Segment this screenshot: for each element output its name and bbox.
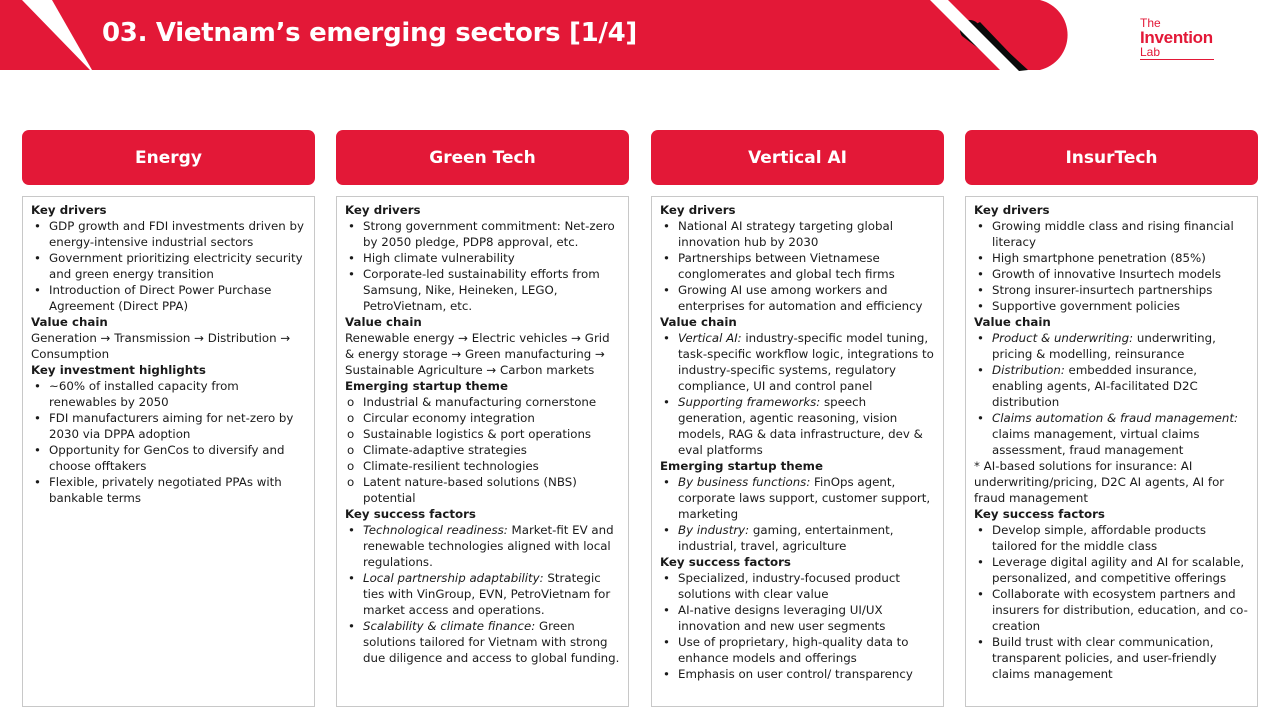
bullet-list — [660, 218, 937, 314]
section-heading: Key drivers — [345, 203, 421, 217]
item-text: claims management, virtual claims assessment, fraud management — [992, 427, 1200, 457]
footnote-text: * AI-based solutions for insurance: AI underwriting/pricing, D2C AI agents, AI for fraud management — [974, 459, 1225, 505]
list-item — [660, 522, 937, 554]
section-heading: Key drivers — [974, 203, 1050, 217]
column-body-insurtech — [965, 196, 1258, 707]
list-item: • ~60% of installed capacity from renewables by 2050 — [31, 378, 308, 410]
list-item: • Develop simple, affordable products tailored for the middle class — [974, 522, 1251, 554]
list-item — [974, 410, 1251, 458]
list-item: • Leverage digital agility and AI for scalable, personalized, and competitive offerings — [974, 554, 1251, 586]
list-item: • Partnerships between Vietnamese conglomerates and global tech firms — [660, 250, 937, 282]
item-text: underwriting, pricing & modelling, reinsurance — [992, 331, 1216, 361]
list-item — [660, 474, 937, 522]
bullet-list — [345, 522, 622, 666]
column-body-energy — [22, 196, 315, 707]
section-heading: Key success factors — [974, 507, 1105, 521]
list-item: • Opportunity for GenCos to diversify and choose offtakers — [31, 442, 308, 474]
bullet-list — [660, 330, 937, 458]
column-header-vertical-ai: Vertical AI — [651, 130, 944, 185]
invention-lab-logo — [1140, 17, 1220, 59]
list-item: • Emphasis on user control/ transparency — [660, 666, 937, 682]
list-item: • Use of proprietary, high-quality data to enhance models and offerings — [660, 634, 937, 666]
column-body-vertical-ai — [651, 196, 944, 707]
list-item: • Growing AI use among workers and enterprises for automation and efficiency — [660, 282, 937, 314]
list-item — [660, 394, 937, 458]
item-lead: Product & underwriting: — [992, 331, 1134, 345]
bullet-list — [31, 378, 308, 506]
slide-title: 03. Vietnam’s emerging sectors [1/4] — [102, 18, 637, 48]
item-lead: Supporting frameworks: — [678, 395, 821, 409]
section-heading: Key drivers — [660, 203, 736, 217]
list-item — [974, 362, 1251, 410]
list-item: o Climate-resilient technologies — [345, 458, 622, 474]
item-text: industry-specific model tuning, task-specific workflow logic, integrations to industry-specific systems, regulatory compliance, UI and control panel — [678, 331, 934, 393]
section-heading: Emerging startup theme — [345, 379, 508, 393]
list-item: • Specialized, industry-focused product solutions with clear value — [660, 570, 937, 602]
item-text: Market-fit EV and renewable technologies aligned with local regulations. — [363, 523, 614, 569]
item-lead: By industry: — [678, 523, 750, 537]
list-item: o Climate-adaptive strategies — [345, 442, 622, 458]
item-text: FinOps agent, corporate laws support, customer support, marketing — [678, 475, 931, 521]
item-lead: Local partnership adaptability: — [363, 571, 544, 585]
logo-line-invention: Invention — [1140, 28, 1213, 47]
list-item: • Collaborate with ecosystem partners and insurers for distribution, education, and co-creation — [974, 586, 1251, 634]
list-item: • High smartphone penetration (85%) — [974, 250, 1251, 266]
section-heading: Key success factors — [660, 555, 791, 569]
list-item: • Flexible, privately negotiated PPAs with bankable terms — [31, 474, 308, 506]
column-header-energy: Energy — [22, 130, 315, 185]
list-item: • GDP growth and FDI investments driven by energy-intensive industrial sectors — [31, 218, 308, 250]
item-text: speech generation, agentic reasoning, vision models, RAG & data infrastructure, dev & eval platforms — [678, 395, 923, 457]
list-item: • FDI manufacturers aiming for net-zero by 2030 via DPPA adoption — [31, 410, 308, 442]
bullet-list — [974, 330, 1251, 458]
bullet-list — [660, 570, 937, 682]
list-item: • National AI strategy targeting global innovation hub by 2030 — [660, 218, 937, 250]
bullet-list — [345, 218, 622, 314]
section-heading: Value chain — [974, 315, 1051, 329]
list-item: • Strong insurer-insurtech partnerships — [974, 282, 1251, 298]
list-item — [345, 522, 622, 570]
list-item: • Build trust with clear communication, transparent policies, and user-friendly claims management — [974, 634, 1251, 682]
bullet-list — [660, 474, 937, 554]
bullet-list — [974, 218, 1251, 314]
list-item: • Growing middle class and rising financial literacy — [974, 218, 1251, 250]
value-chain-text: Generation → Transmission → Distribution → Consumption — [31, 331, 291, 361]
item-text: gaming, entertainment, industrial, travel, agriculture — [678, 523, 894, 553]
list-item — [345, 570, 622, 618]
item-text: Green solutions tailored for Vietnam with strong due diligence and access to global funding. — [363, 619, 620, 665]
list-item: • AI-native designs leveraging UI/UX innovation and new user segments — [660, 602, 937, 634]
list-item: o Sustainable logistics & port operations — [345, 426, 622, 442]
item-text: embedded insurance, enabling agents, AI-facilitated D2C distribution — [992, 363, 1198, 409]
list-item: • Supportive government policies — [974, 298, 1251, 314]
circle-list — [345, 394, 622, 506]
section-heading: Emerging startup theme — [660, 459, 823, 473]
logo-line-lab: Lab — [1140, 46, 1214, 60]
bullet-list — [31, 218, 308, 314]
section-heading: Key success factors — [345, 507, 476, 521]
list-item: o Latent nature-based solutions (NBS) potential — [345, 474, 622, 506]
item-lead: Claims automation & fraud management: — [992, 411, 1238, 425]
item-lead: Vertical AI: — [678, 331, 742, 345]
column-header-insurtech: InsurTech — [965, 130, 1258, 185]
list-item — [974, 330, 1251, 362]
list-item: • High climate vulnerability — [345, 250, 622, 266]
list-item: • Introduction of Direct Power Purchase Agreement (Direct PPA) — [31, 282, 308, 314]
item-lead: Scalability & climate finance: — [363, 619, 536, 633]
list-item: o Industrial & manufacturing cornerstone — [345, 394, 622, 410]
column-body-green-tech — [336, 196, 629, 707]
column-header-green-tech: Green Tech — [336, 130, 629, 185]
section-heading: Key investment highlights — [31, 363, 206, 377]
list-item: • Corporate-led sustainability efforts from Samsung, Nike, Heineken, LEGO, PetroVietnam, etc. — [345, 266, 622, 314]
item-lead: By business functions: — [678, 475, 811, 489]
section-heading: Key drivers — [31, 203, 107, 217]
bullet-list — [974, 522, 1251, 682]
section-heading: Value chain — [660, 315, 737, 329]
section-heading: Value chain — [345, 315, 422, 329]
list-item: o Circular economy integration — [345, 410, 622, 426]
item-lead: Distribution: — [992, 363, 1065, 377]
value-chain-text: Renewable energy → Electric vehicles → Grid & energy storage → Green manufacturing → Sustainable Agriculture → Carbon markets — [345, 331, 610, 377]
list-item: • Growth of innovative Insurtech models — [974, 266, 1251, 282]
item-lead: Technological readiness: — [363, 523, 508, 537]
list-item: • Strong government commitment: Net-zero by 2050 pledge, PDP8 approval, etc. — [345, 218, 622, 250]
list-item — [345, 618, 622, 666]
list-item — [660, 330, 937, 394]
list-item: • Government prioritizing electricity security and green energy transition — [31, 250, 308, 282]
logo-line-the: The — [1140, 16, 1161, 30]
item-text: Strategic ties with VinGroup, EVN, PetroVietnam for market access and operations. — [363, 571, 611, 617]
section-heading: Value chain — [31, 315, 108, 329]
